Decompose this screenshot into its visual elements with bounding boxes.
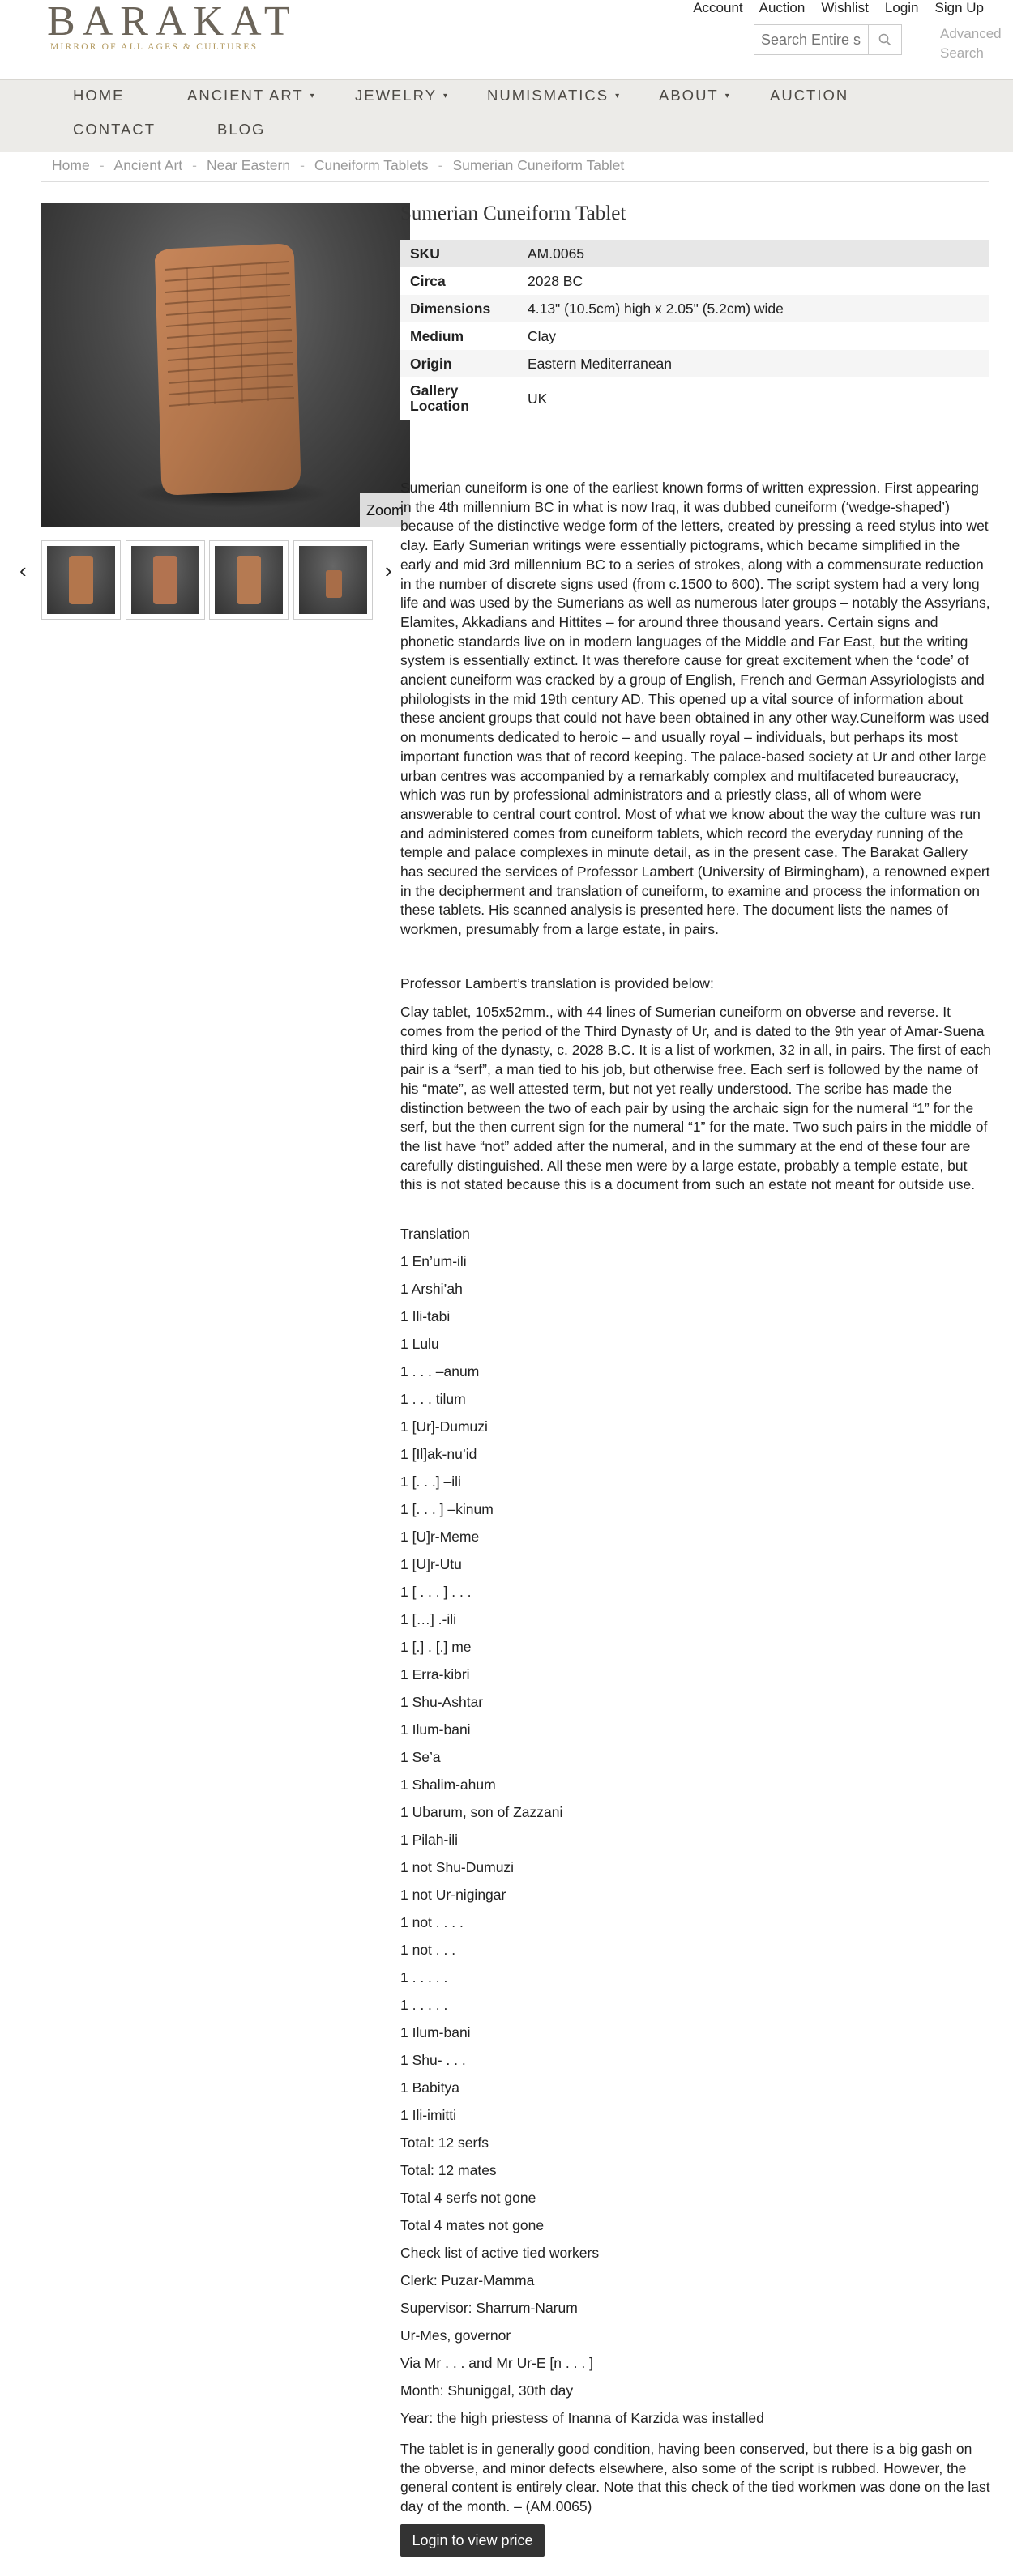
translation-line: 1 . . . –anum bbox=[400, 1363, 480, 1380]
breadcrumb bbox=[52, 157, 624, 174]
breadcrumb-separator: - bbox=[438, 157, 443, 173]
translation-line: 1 Babitya bbox=[400, 2079, 459, 2096]
advanced-search-line2: Search bbox=[940, 45, 984, 61]
product-main-image[interactable] bbox=[41, 203, 410, 527]
translation-line: 1 Se’a bbox=[400, 1749, 441, 1765]
thumbnail-image bbox=[215, 546, 283, 614]
divider bbox=[41, 181, 989, 182]
translation-line: 1 not . . . . bbox=[400, 1914, 464, 1930]
translation-line: 1 En’um-ili bbox=[400, 1253, 467, 1269]
translation-line: Total: 12 mates bbox=[400, 2162, 497, 2178]
logo-tagline: MIRROR OF ALL AGES & CULTURES bbox=[50, 42, 259, 52]
spec-value: Eastern Mediterranean bbox=[518, 350, 989, 377]
zoom-button[interactable]: Zoom bbox=[360, 493, 410, 527]
translation-line: 1 Ilum-bani bbox=[400, 1721, 471, 1738]
specs-table bbox=[400, 240, 989, 420]
thumbnail-2[interactable] bbox=[126, 540, 205, 620]
search-icon bbox=[878, 33, 891, 46]
spec-row-dimensions bbox=[400, 295, 989, 322]
logo-title: BARAKAT bbox=[47, 0, 297, 45]
translation-intro: Professor Lambert’s translation is provided below: bbox=[400, 975, 714, 992]
translation-line: Check list of active tied workers bbox=[400, 2245, 600, 2261]
spec-value: Clay bbox=[518, 322, 989, 350]
translation-line: 1 not . . . bbox=[400, 1942, 456, 1958]
translation-line: Total 4 mates not gone bbox=[400, 2217, 545, 2233]
product-description bbox=[400, 479, 992, 940]
translation-line: 1 Shalim-ahum bbox=[400, 1776, 496, 1793]
breadcrumb-near-eastern[interactable]: Near Eastern bbox=[206, 157, 291, 173]
caret-down-icon: ▾ bbox=[310, 92, 316, 100]
translation-line: Via Mr . . . and Mr Ur-E [n . . . ] bbox=[400, 2355, 593, 2371]
spec-key: Dimensions bbox=[400, 295, 518, 322]
nav-auction-label: AUCTION bbox=[770, 87, 849, 104]
search-input[interactable] bbox=[754, 25, 868, 54]
translation-line: 1 Ili-tabi bbox=[400, 1308, 451, 1324]
auction-link[interactable]: Auction bbox=[759, 0, 806, 15]
thumbnail-image bbox=[299, 546, 367, 614]
breadcrumb-separator: - bbox=[99, 157, 105, 173]
nav-about-label: ABOUT bbox=[659, 87, 719, 104]
translation-line: 1 not Ur-nigingar bbox=[400, 1887, 506, 1903]
caret-down-icon: ▾ bbox=[443, 92, 450, 100]
translation-line: 1 Ili-imitti bbox=[400, 2107, 457, 2123]
nav-blog[interactable] bbox=[217, 121, 265, 139]
translation-line: 1 [Il]ak-nu’id bbox=[400, 1446, 477, 1462]
spec-row-gallery-location bbox=[400, 377, 989, 420]
translation-list bbox=[400, 1225, 764, 2437]
translation-line: 1 Shu- . . . bbox=[400, 2052, 466, 2068]
translation-line: 1 not Shu-Dumuzi bbox=[400, 1859, 515, 1875]
nav-blog-label: BLOG bbox=[217, 121, 266, 138]
nav-contact-label: CONTACT bbox=[73, 121, 156, 138]
account-link[interactable]: Account bbox=[693, 0, 743, 15]
translation-line: 1 [. . .] –ili bbox=[400, 1474, 461, 1490]
spec-value: 4.13" (10.5cm) high x 2.05" (5.2cm) wide bbox=[518, 295, 989, 322]
translation-line: 1 Ilum-bani bbox=[400, 2024, 471, 2041]
translation-line: 1 […] .-ili bbox=[400, 1611, 457, 1627]
nav-jewelry[interactable] bbox=[355, 87, 449, 104]
spec-row-circa bbox=[400, 267, 989, 295]
tablet-illustration bbox=[41, 203, 410, 527]
search-box bbox=[754, 24, 902, 55]
translation-line: 1 [. . . ] –kinum bbox=[400, 1501, 494, 1517]
chevron-left-icon[interactable]: ‹ bbox=[19, 558, 27, 582]
translation-line: 1 . . . tilum bbox=[400, 1391, 466, 1407]
translation-line: Supervisor: Sharrum-Narum bbox=[400, 2300, 578, 2316]
thumbnail-1[interactable] bbox=[41, 540, 121, 620]
translation-line: 1 [U]r-Utu bbox=[400, 1556, 462, 1572]
translation-line: 1 [U]r-Meme bbox=[400, 1529, 480, 1545]
breadcrumb-cuneiform-tablets[interactable]: Cuneiform Tablets bbox=[314, 157, 429, 173]
thumbnail-strip bbox=[0, 540, 421, 621]
nav-about[interactable] bbox=[659, 87, 731, 104]
translation-line: 1 . . . . . bbox=[400, 1997, 448, 2013]
spec-key: Medium bbox=[400, 322, 518, 350]
translation-line: Ur-Mes, governor bbox=[400, 2327, 511, 2344]
breadcrumb-separator: - bbox=[300, 157, 305, 173]
translation-line: Month: Shuniggal, 30th day bbox=[400, 2382, 574, 2399]
translation-line: Total 4 serfs not gone bbox=[400, 2190, 536, 2206]
translation-line: 1 Pilah-ili bbox=[400, 1832, 458, 1848]
translation-line: Total: 12 serfs bbox=[400, 2135, 489, 2151]
breadcrumb-separator: - bbox=[192, 157, 197, 173]
breadcrumb-current: Sumerian Cuneiform Tablet bbox=[452, 157, 625, 173]
spec-row-sku bbox=[400, 240, 989, 267]
clay-tablet-paragraph: Clay tablet, 105x52mm., with 44 lines of Sumerian cuneiform on obverse and reverse. It comes from the period of the Third Dynasty of Ur, and is dated to the 9th year of Amar-Suena third king of the dynasty, c. 2028 B.C. It is a list of workmen, 32 in all, in pairs. The first of each pair is a “serf”, a man tied to his job, but otherwise free. Each serf is followed by the name of his “mate”, as well attested term, but not yet really understood. The scribe has made the distinction between the two of each pair by using the archaic sign for the numeral “1” for the serf, but the then current sign for the numeral “1” for the mate. Two such pairs in the middle of the list have “not” added after the numeral, and in the summary at the end of these four are carefully distinguished. All these men were by a large estate, probably a temple estate, but this is not stated because this is a document from such an estate not meant for outside use. bbox=[400, 1004, 991, 1193]
translation-line: 1 [.] . [.] me bbox=[400, 1639, 472, 1655]
login-link[interactable]: Login bbox=[884, 0, 919, 15]
spec-key: SKU bbox=[400, 240, 518, 267]
thumbnail-image bbox=[131, 546, 199, 614]
thumbnail-3[interactable] bbox=[209, 540, 289, 620]
spec-value: AM.0065 bbox=[518, 240, 989, 267]
spec-row-medium bbox=[400, 322, 989, 350]
caret-down-icon: ▾ bbox=[724, 92, 731, 100]
nav-numismatics[interactable] bbox=[487, 87, 621, 104]
translation-line: 1 Arshi’ah bbox=[400, 1281, 463, 1297]
breadcrumb-ancient-art[interactable]: Ancient Art bbox=[113, 157, 183, 173]
spec-key: Gallery Location bbox=[400, 377, 518, 420]
advanced-search-link[interactable] bbox=[940, 24, 1002, 63]
breadcrumb-home[interactable]: Home bbox=[52, 157, 90, 173]
site-header bbox=[0, 0, 1013, 79]
translation-line: Clerk: Puzar-Mamma bbox=[400, 2272, 535, 2288]
nav-auction[interactable] bbox=[770, 87, 848, 104]
translation-line: 1 [ . . . ] . . . bbox=[400, 1584, 472, 1600]
spec-key: Origin bbox=[400, 350, 518, 377]
nav-ancient-art-label: ANCIENT ART bbox=[187, 87, 304, 104]
thumbnail-image bbox=[47, 546, 115, 614]
nav-jewelry-label: JEWELRY bbox=[355, 87, 438, 104]
translation-line: Year: the high priestess of Inanna of Karzida was installed bbox=[400, 2410, 764, 2426]
advanced-search-line1: Advanced bbox=[940, 26, 1002, 41]
main-nav bbox=[0, 79, 1013, 152]
spec-row-origin bbox=[400, 350, 989, 377]
login-to-view-price-button[interactable]: Login to view price bbox=[400, 2524, 545, 2557]
chevron-right-icon[interactable]: › bbox=[385, 558, 392, 582]
translation-line: 1 [Ur]-Dumuzi bbox=[400, 1418, 488, 1435]
translation-line: 1 Ubarum, son of Zazzani bbox=[400, 1804, 563, 1820]
translation-line: 1 Erra-kibri bbox=[400, 1666, 470, 1683]
product-title: Sumerian Cuneiform Tablet bbox=[400, 203, 626, 224]
spec-key: Circa bbox=[400, 267, 518, 295]
thumbnail-4[interactable] bbox=[293, 540, 373, 620]
nav-ancient-art[interactable] bbox=[187, 87, 316, 104]
spec-value: UK bbox=[518, 377, 989, 420]
translation-line: Translation bbox=[400, 1226, 470, 1242]
signup-link[interactable]: Sign Up bbox=[934, 0, 984, 15]
description-paragraph: Sumerian cuneiform is one of the earliest known forms of written expression. First appearing in the 4th millennium BC in what is now Iraq, it was dubbed cuneiform (‘wedge-shaped’) because of the distinctive wedge form of the letters, created by pressing a reed stylus into wet clay. Early Sumerian writings were essentially pictograms, which became simplified in the early and mid 3rd millennium BC to a series of strokes, along with a commensurate reduction in the number of discrete signs used (from c.1500 to 600). The script system had a very long life and was used by the Sumerians as well as numerous later groups – notably the Assyrians, Elamites, Akkadians and Hittites – for around three thousand years. Certain signs and phonetic standards live on in modern languages of the Middle and Far East, but the writing system is essentially extinct. It was therefore cause for great excitement when the ‘code’ of ancient cuneiform was cracked by a group of English, French and German Assyriologists and philologists in the mid 19th century AD. This opened up a vital source of information about these ancient groups that could not have been obtained in any other way.Cuneiform was used on monuments dedicated to heroic – and usually royal – individuals, but perhaps its most important function was that of record keeping. The palace-based society at Ur and other large urban centres was accompanied by a remarkably complex and multifaceted bureaucracy, which was run by professional administrators and a priestly class, all of whom were answerable to central court control. Most of what we know about the way the culture was run and administered comes from cuneiform tablets, which record the everyday running of the temple and palace complexes in minute detail, as in the present case. The Barakat Gallery has secured the services of Professor Lambert (University of Birmingham), a renowned expert in the decipherment and translation of cuneiform, to examine and process the information on these tablets. His scanned analysis is presented here. The document lists the names of workmen, presumably from a large estate, in pairs. bbox=[400, 480, 990, 938]
nav-home[interactable] bbox=[73, 87, 125, 104]
translation-line: 1 Shu-Ashtar bbox=[400, 1694, 484, 1710]
translation-line: 1 Lulu bbox=[400, 1336, 439, 1352]
wishlist-link[interactable]: Wishlist bbox=[821, 0, 869, 15]
closing-paragraph: The tablet is in generally good condition, having been conserved, but there is a big gash on the obverse, and minor defects elsewhere, also some of the script is rubbed. However, the general content is entirely clear. Note that this check of the tied workmen was done on the last day of the month. – (AM.0065) bbox=[400, 2441, 990, 2514]
search-button[interactable] bbox=[868, 25, 901, 54]
logo[interactable] bbox=[47, 0, 297, 52]
nav-home-label: HOME bbox=[73, 87, 125, 104]
caret-down-icon: ▾ bbox=[615, 92, 622, 100]
nav-contact[interactable] bbox=[73, 121, 156, 139]
top-links bbox=[693, 0, 984, 16]
spec-value: 2028 BC bbox=[518, 267, 989, 295]
nav-numismatics-label: NUMISMATICS bbox=[487, 87, 609, 104]
translation-line: 1 . . . . . bbox=[400, 1969, 448, 1985]
